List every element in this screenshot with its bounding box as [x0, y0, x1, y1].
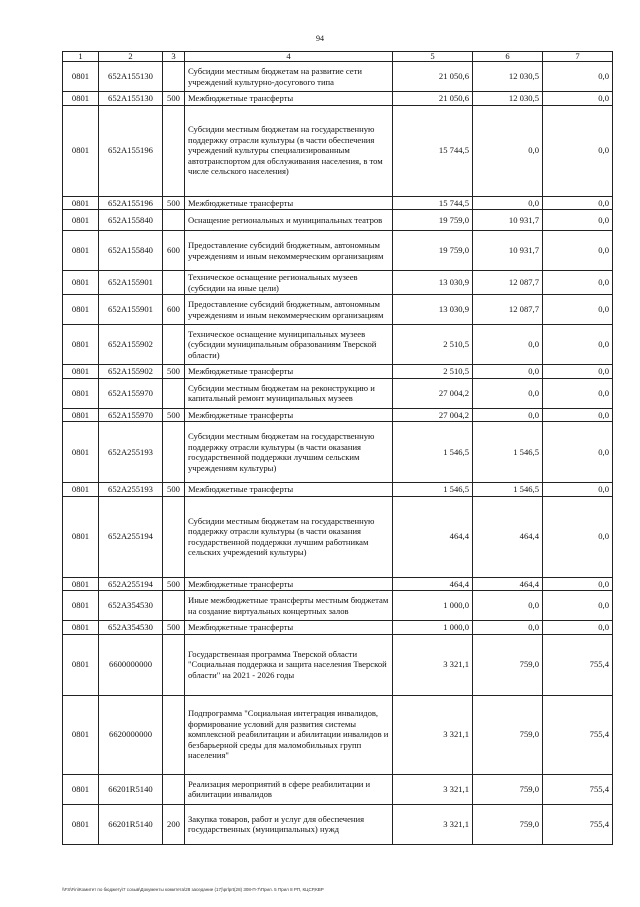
item-name: Предоставление субсидий бюджетным, автономным учреждениям и иным некоммерческим организациям — [185, 295, 393, 325]
amount-col-6: 759,0 — [473, 804, 543, 844]
table-row — [63, 92, 613, 106]
table-row — [63, 422, 613, 483]
item-name: Межбюджетные трансферты — [185, 483, 393, 497]
table-row — [63, 634, 613, 695]
amount-col-7: 0,0 — [543, 365, 613, 379]
amount-col-6: 759,0 — [473, 695, 543, 774]
target-article-code: 652A155130 — [99, 62, 163, 92]
expense-type-code — [163, 105, 185, 196]
expense-type-code — [163, 378, 185, 408]
amount-col-6: 12 030,5 — [473, 62, 543, 92]
item-name: Межбюджетные трансферты — [185, 408, 393, 422]
expense-type-code — [163, 422, 185, 483]
amount-col-7: 0,0 — [543, 483, 613, 497]
table-row — [63, 496, 613, 577]
amount-col-7: 755,4 — [543, 774, 613, 804]
expense-type-code: 600 — [163, 231, 185, 271]
section-code: 0801 — [63, 577, 99, 591]
table-row — [63, 210, 613, 231]
amount-col-6: 12 087,7 — [473, 295, 543, 325]
section-code: 0801 — [63, 408, 99, 422]
expense-type-code — [163, 695, 185, 774]
header-col-4: 4 — [185, 52, 393, 62]
amount-col-7: 0,0 — [543, 408, 613, 422]
section-code: 0801 — [63, 496, 99, 577]
amount-col-5: 1 546,5 — [393, 483, 473, 497]
target-article-code: 652A155196 — [99, 196, 163, 210]
expense-type-code — [163, 634, 185, 695]
expense-type-code: 500 — [163, 196, 185, 210]
expense-type-code: 500 — [163, 408, 185, 422]
amount-col-5: 2 510,5 — [393, 325, 473, 365]
section-code: 0801 — [63, 196, 99, 210]
amount-col-5: 21 050,6 — [393, 92, 473, 106]
table-row — [63, 105, 613, 196]
item-name: Предоставление субсидий бюджетным, автономным учреждениям и иным некоммерческим организациям — [185, 231, 393, 271]
amount-col-5: 21 050,6 — [393, 62, 473, 92]
amount-col-7: 0,0 — [543, 271, 613, 295]
item-name: Реализация мероприятий в сфере реабилитации и абилитации инвалидов — [185, 774, 393, 804]
item-name: Субсидии местным бюджетам на государственную поддержку отрасли культуры (в части обеспечения учреждений культуры специализированным автотранспортом для обслуживания населения, в том числе сельского населения) — [185, 105, 393, 196]
expense-type-code — [163, 325, 185, 365]
amount-col-7: 0,0 — [543, 62, 613, 92]
table-row — [63, 695, 613, 774]
amount-col-6: 12 030,5 — [473, 92, 543, 106]
header-col-2: 2 — [99, 52, 163, 62]
table-row — [63, 408, 613, 422]
target-article-code: 652A155840 — [99, 231, 163, 271]
item-name: Межбюджетные трансферты — [185, 196, 393, 210]
amount-col-6: 0,0 — [473, 591, 543, 621]
amount-col-7: 0,0 — [543, 92, 613, 106]
table-row — [63, 378, 613, 408]
amount-col-5: 3 321,1 — [393, 774, 473, 804]
amount-col-6: 0,0 — [473, 621, 543, 635]
header-col-5: 5 — [393, 52, 473, 62]
table-row — [63, 365, 613, 379]
amount-col-5: 2 510,5 — [393, 365, 473, 379]
table-row — [63, 621, 613, 635]
section-code: 0801 — [63, 231, 99, 271]
amount-col-7: 0,0 — [543, 105, 613, 196]
section-code: 0801 — [63, 621, 99, 635]
target-article-code: 652A155901 — [99, 271, 163, 295]
item-name: Оснащение региональных и муниципальных театров — [185, 210, 393, 231]
section-code: 0801 — [63, 62, 99, 92]
amount-col-7: 0,0 — [543, 621, 613, 635]
expense-type-code: 500 — [163, 483, 185, 497]
expense-type-code — [163, 496, 185, 577]
amount-col-6: 464,4 — [473, 496, 543, 577]
amount-col-6: 0,0 — [473, 378, 543, 408]
amount-col-7: 0,0 — [543, 591, 613, 621]
amount-col-5: 15 744,5 — [393, 105, 473, 196]
target-article-code: 652A155970 — [99, 378, 163, 408]
amount-col-6: 759,0 — [473, 634, 543, 695]
table-row — [63, 196, 613, 210]
amount-col-7: 0,0 — [543, 577, 613, 591]
target-article-code: 652A155196 — [99, 105, 163, 196]
amount-col-6: 0,0 — [473, 365, 543, 379]
amount-col-7: 0,0 — [543, 295, 613, 325]
amount-col-6: 1 546,5 — [473, 483, 543, 497]
budget-table — [62, 51, 613, 845]
table-row — [63, 62, 613, 92]
item-name: Межбюджетные трансферты — [185, 577, 393, 591]
target-article-code: 652A354530 — [99, 591, 163, 621]
table-row — [63, 483, 613, 497]
target-article-code: 66201R5140 — [99, 804, 163, 844]
item-name: Иные межбюджетные трансферты местным бюджетам на создание виртуальных концертных залов — [185, 591, 393, 621]
amount-col-7: 755,4 — [543, 634, 613, 695]
section-code: 0801 — [63, 210, 99, 231]
section-code: 0801 — [63, 695, 99, 774]
amount-col-7: 755,4 — [543, 695, 613, 774]
amount-col-6: 12 087,7 — [473, 271, 543, 295]
amount-col-5: 19 759,0 — [393, 210, 473, 231]
amount-col-5: 27 004,2 — [393, 408, 473, 422]
section-code: 0801 — [63, 92, 99, 106]
target-article-code: 652A155970 — [99, 408, 163, 422]
section-code: 0801 — [63, 105, 99, 196]
amount-col-7: 0,0 — [543, 325, 613, 365]
page-number: 94 — [316, 34, 324, 43]
amount-col-5: 27 004,2 — [393, 378, 473, 408]
section-code: 0801 — [63, 271, 99, 295]
section-code: 0801 — [63, 591, 99, 621]
table-row — [63, 774, 613, 804]
amount-col-5: 15 744,5 — [393, 196, 473, 210]
expense-type-code: 600 — [163, 295, 185, 325]
section-code: 0801 — [63, 422, 99, 483]
header-col-3: 3 — [163, 52, 185, 62]
section-code: 0801 — [63, 774, 99, 804]
amount-col-5: 13 030,9 — [393, 295, 473, 325]
amount-col-6: 0,0 — [473, 196, 543, 210]
expense-type-code: 500 — [163, 577, 185, 591]
amount-col-6: 10 931,7 — [473, 231, 543, 271]
expense-type-code — [163, 774, 185, 804]
amount-col-5: 13 030,9 — [393, 271, 473, 295]
amount-col-5: 1 000,0 — [393, 591, 473, 621]
header-col-7: 7 — [543, 52, 613, 62]
amount-col-5: 1 546,5 — [393, 422, 473, 483]
item-name: Межбюджетные трансферты — [185, 365, 393, 379]
footer-file-path: \\FS\Fin\Комитет по бюджету\7 созыв\Документы комитета\28 заседание (17)\prlprt(28) 308-П-7\Прил. 5 Прил 8 РП, КЦСР,КВР — [62, 887, 324, 892]
amount-col-6: 0,0 — [473, 408, 543, 422]
target-article-code: 652A354530 — [99, 621, 163, 635]
amount-col-7: 755,4 — [543, 804, 613, 844]
section-code: 0801 — [63, 483, 99, 497]
amount-col-6: 759,0 — [473, 774, 543, 804]
target-article-code: 652A155840 — [99, 210, 163, 231]
expense-type-code — [163, 62, 185, 92]
amount-col-7: 0,0 — [543, 496, 613, 577]
amount-col-7: 0,0 — [543, 231, 613, 271]
section-code: 0801 — [63, 365, 99, 379]
amount-col-7: 0,0 — [543, 378, 613, 408]
table-row — [63, 325, 613, 365]
target-article-code: 6600000000 — [99, 634, 163, 695]
target-article-code: 652A255193 — [99, 483, 163, 497]
section-code: 0801 — [63, 378, 99, 408]
item-name: Техническое оснащение муниципальных музеев (субсидии муниципальным образованиям Тверской области) — [185, 325, 393, 365]
item-name: Подпрограмма "Социальная интеграция инвалидов, формирование условий для развития системы комплексной реабилитации и абилитации инвалидов и безбарьерной среды для маломобильных групп населения" — [185, 695, 393, 774]
item-name: Закупка товаров, работ и услуг для обеспечения государственных (муниципальных) нужд — [185, 804, 393, 844]
table-row — [63, 577, 613, 591]
expense-type-code: 500 — [163, 365, 185, 379]
table-row — [63, 295, 613, 325]
amount-col-5: 1 000,0 — [393, 621, 473, 635]
amount-col-5: 3 321,1 — [393, 695, 473, 774]
amount-col-6: 1 546,5 — [473, 422, 543, 483]
item-name: Техническое оснащение региональных музеев (субсидии на иные цели) — [185, 271, 393, 295]
header-col-1: 1 — [63, 52, 99, 62]
amount-col-7: 0,0 — [543, 196, 613, 210]
expense-type-code — [163, 591, 185, 621]
item-name: Субсидии местным бюджетам на реконструкцию и капитальный ремонт муниципальных музеев — [185, 378, 393, 408]
target-article-code: 652A155130 — [99, 92, 163, 106]
target-article-code: 652A155901 — [99, 295, 163, 325]
expense-type-code: 500 — [163, 92, 185, 106]
item-name: Субсидии местным бюджетам на развитие сети учреждений культурно-досугового типа — [185, 62, 393, 92]
amount-col-5: 3 321,1 — [393, 804, 473, 844]
table-row — [63, 231, 613, 271]
expense-type-code — [163, 210, 185, 231]
target-article-code: 652A155902 — [99, 325, 163, 365]
expense-type-code: 200 — [163, 804, 185, 844]
target-article-code: 652A255194 — [99, 496, 163, 577]
item-name: Субсидии местным бюджетам на государственную поддержку отрасли культуры (в части оказания государственной поддержки лучшим работникам сельских учреждений культуры) — [185, 496, 393, 577]
amount-col-6: 0,0 — [473, 105, 543, 196]
target-article-code: 652A155902 — [99, 365, 163, 379]
amount-col-7: 0,0 — [543, 422, 613, 483]
expense-type-code — [163, 271, 185, 295]
target-article-code: 652A255194 — [99, 577, 163, 591]
amount-col-5: 464,4 — [393, 496, 473, 577]
amount-col-5: 3 321,1 — [393, 634, 473, 695]
table-row — [63, 271, 613, 295]
item-name: Межбюджетные трансферты — [185, 92, 393, 106]
amount-col-5: 464,4 — [393, 577, 473, 591]
amount-col-6: 0,0 — [473, 325, 543, 365]
item-name: Межбюджетные трансферты — [185, 621, 393, 635]
amount-col-5: 19 759,0 — [393, 231, 473, 271]
target-article-code: 652A255193 — [99, 422, 163, 483]
header-col-6: 6 — [473, 52, 543, 62]
table-row — [63, 591, 613, 621]
section-code: 0801 — [63, 295, 99, 325]
expense-type-code: 500 — [163, 621, 185, 635]
table-header-row — [63, 52, 613, 62]
amount-col-7: 0,0 — [543, 210, 613, 231]
item-name: Субсидии местным бюджетам на государственную поддержку отрасли культуры (в части оказания государственной поддержки лучшим сельским учреждениям культуры) — [185, 422, 393, 483]
section-code: 0801 — [63, 634, 99, 695]
table-row — [63, 804, 613, 844]
target-article-code: 66201R5140 — [99, 774, 163, 804]
item-name: Государственная программа Тверской области "Социальная поддержка и защита населения Тверской области" на 2021 - 2026 годы — [185, 634, 393, 695]
amount-col-6: 10 931,7 — [473, 210, 543, 231]
target-article-code: 6620000000 — [99, 695, 163, 774]
section-code: 0801 — [63, 804, 99, 844]
section-code: 0801 — [63, 325, 99, 365]
amount-col-6: 464,4 — [473, 577, 543, 591]
